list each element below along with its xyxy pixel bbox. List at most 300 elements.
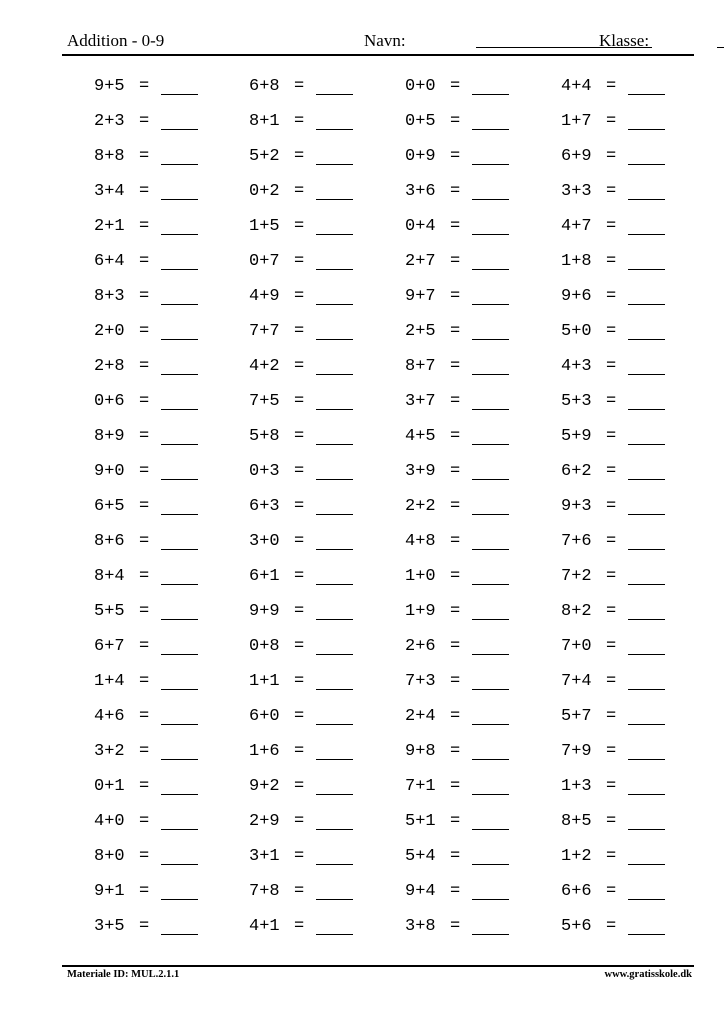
problem-item — [94, 670, 150, 694]
problem-expression: 0+0 — [405, 77, 436, 96]
equals-sign: = — [606, 497, 617, 516]
equals-sign: = — [139, 567, 150, 586]
equals-sign: = — [139, 182, 150, 201]
problem-expression: 8+1 — [249, 112, 280, 131]
problem-item — [561, 215, 617, 239]
equals-sign: = — [139, 777, 150, 796]
answer-blank[interactable] — [316, 339, 353, 340]
problem-expression: 0+8 — [249, 637, 280, 656]
answer-blank[interactable] — [161, 689, 198, 690]
problem-expression: 9+3 — [561, 497, 592, 516]
answer-blank[interactable] — [161, 234, 198, 235]
problem-item — [405, 145, 461, 169]
problem-expression: 8+8 — [94, 147, 125, 166]
equals-sign: = — [606, 532, 617, 551]
answer-blank[interactable] — [628, 234, 665, 235]
website-link[interactable]: www.gratisskole.dk — [604, 969, 692, 980]
answer-blank[interactable] — [316, 444, 353, 445]
problem-item — [94, 530, 150, 554]
equals-sign: = — [294, 322, 305, 341]
answer-blank[interactable] — [628, 689, 665, 690]
answer-blank[interactable] — [161, 794, 198, 795]
problem-item — [94, 915, 150, 939]
problem-expression: 7+3 — [405, 672, 436, 691]
problem-expression: 9+6 — [561, 287, 592, 306]
answer-blank[interactable] — [161, 514, 198, 515]
problem-expression: 8+5 — [561, 812, 592, 831]
answer-blank[interactable] — [472, 584, 509, 585]
problem-expression: 0+2 — [249, 182, 280, 201]
problem-expression: 9+0 — [94, 462, 125, 481]
problem-item — [405, 635, 461, 659]
problem-item — [249, 180, 305, 204]
equals-sign: = — [606, 392, 617, 411]
answer-blank[interactable] — [472, 129, 509, 130]
answer-blank[interactable] — [316, 899, 353, 900]
answer-blank[interactable] — [628, 619, 665, 620]
answer-blank[interactable] — [316, 409, 353, 410]
problem-expression: 5+4 — [405, 847, 436, 866]
equals-sign: = — [294, 182, 305, 201]
equals-sign: = — [139, 427, 150, 446]
problem-expression: 2+8 — [94, 357, 125, 376]
equals-sign: = — [606, 287, 617, 306]
answer-blank[interactable] — [316, 374, 353, 375]
problem-item — [249, 915, 305, 939]
answer-blank[interactable] — [628, 864, 665, 865]
answer-blank[interactable] — [472, 479, 509, 480]
answer-blank[interactable] — [316, 234, 353, 235]
problem-item — [249, 145, 305, 169]
answer-blank[interactable] — [628, 514, 665, 515]
problem-expression: 7+2 — [561, 567, 592, 586]
problem-expression: 6+1 — [249, 567, 280, 586]
equals-sign: = — [294, 567, 305, 586]
problem-item — [561, 180, 617, 204]
footer-divider — [62, 965, 694, 967]
problem-item — [561, 740, 617, 764]
problem-expression: 7+6 — [561, 532, 592, 551]
answer-blank[interactable] — [472, 689, 509, 690]
problem-item — [249, 600, 305, 624]
problem-item — [94, 75, 150, 99]
problem-item — [405, 775, 461, 799]
problem-expression: 4+1 — [249, 917, 280, 936]
equals-sign: = — [294, 882, 305, 901]
problem-item — [249, 390, 305, 414]
problem-expression: 1+9 — [405, 602, 436, 621]
equals-sign: = — [139, 287, 150, 306]
problem-item — [561, 775, 617, 799]
equals-sign: = — [294, 672, 305, 691]
equals-sign: = — [606, 462, 617, 481]
problem-item — [561, 355, 617, 379]
answer-blank[interactable] — [161, 479, 198, 480]
equals-sign: = — [450, 602, 461, 621]
problem-expression: 5+0 — [561, 322, 592, 341]
problem-item — [249, 670, 305, 694]
problem-item — [405, 390, 461, 414]
problem-expression: 9+2 — [249, 777, 280, 796]
problem-item — [405, 460, 461, 484]
answer-blank[interactable] — [628, 164, 665, 165]
problem-item — [249, 110, 305, 134]
problem-item — [94, 425, 150, 449]
problem-item — [249, 320, 305, 344]
problem-item — [249, 495, 305, 519]
answer-blank[interactable] — [628, 549, 665, 550]
answer-blank[interactable] — [161, 934, 198, 935]
problem-expression: 3+3 — [561, 182, 592, 201]
problem-expression: 7+4 — [561, 672, 592, 691]
equals-sign: = — [606, 567, 617, 586]
answer-blank[interactable] — [472, 304, 509, 305]
answer-blank[interactable] — [161, 549, 198, 550]
equals-sign: = — [606, 322, 617, 341]
problem-item — [405, 670, 461, 694]
problem-expression: 2+4 — [405, 707, 436, 726]
answer-blank[interactable] — [316, 619, 353, 620]
answer-blank[interactable] — [316, 829, 353, 830]
equals-sign: = — [450, 497, 461, 516]
problem-item — [249, 250, 305, 274]
answer-blank[interactable] — [161, 864, 198, 865]
problem-item — [405, 75, 461, 99]
equals-sign: = — [450, 427, 461, 446]
problem-item — [405, 355, 461, 379]
problem-expression: 8+2 — [561, 602, 592, 621]
problem-item — [561, 880, 617, 904]
equals-sign: = — [450, 882, 461, 901]
equals-sign: = — [294, 357, 305, 376]
problem-item — [561, 705, 617, 729]
problem-expression: 4+4 — [561, 77, 592, 96]
answer-blank[interactable] — [472, 864, 509, 865]
answer-blank[interactable] — [161, 829, 198, 830]
answer-blank[interactable] — [161, 444, 198, 445]
class-blank[interactable] — [717, 47, 724, 48]
answer-blank[interactable] — [628, 584, 665, 585]
equals-sign: = — [450, 672, 461, 691]
answer-blank[interactable] — [316, 164, 353, 165]
answer-blank[interactable] — [316, 934, 353, 935]
equals-sign: = — [450, 462, 461, 481]
equals-sign: = — [294, 847, 305, 866]
problem-expression: 1+0 — [405, 567, 436, 586]
answer-blank[interactable] — [472, 794, 509, 795]
problem-item — [94, 285, 150, 309]
problem-expression: 5+3 — [561, 392, 592, 411]
equals-sign: = — [450, 357, 461, 376]
problem-expression: 9+7 — [405, 287, 436, 306]
answer-blank[interactable] — [472, 934, 509, 935]
answer-blank[interactable] — [472, 374, 509, 375]
equals-sign: = — [606, 882, 617, 901]
problem-item — [249, 565, 305, 589]
answer-blank[interactable] — [161, 584, 198, 585]
answer-blank[interactable] — [628, 479, 665, 480]
answer-blank[interactable] — [472, 724, 509, 725]
answer-blank[interactable] — [161, 619, 198, 620]
answer-blank[interactable] — [316, 794, 353, 795]
problem-item — [405, 600, 461, 624]
problem-item — [249, 775, 305, 799]
problem-expression: 8+4 — [94, 567, 125, 586]
problem-expression: 2+6 — [405, 637, 436, 656]
answer-blank[interactable] — [628, 899, 665, 900]
equals-sign: = — [606, 917, 617, 936]
equals-sign: = — [450, 217, 461, 236]
answer-blank[interactable] — [472, 339, 509, 340]
problem-item — [249, 460, 305, 484]
equals-sign: = — [294, 917, 305, 936]
answer-blank[interactable] — [316, 724, 353, 725]
answer-blank[interactable] — [161, 654, 198, 655]
answer-blank[interactable] — [316, 479, 353, 480]
answer-blank[interactable] — [316, 304, 353, 305]
problem-expression: 0+9 — [405, 147, 436, 166]
problem-item — [94, 495, 150, 519]
answer-blank[interactable] — [628, 724, 665, 725]
problem-expression: 0+6 — [94, 392, 125, 411]
answer-blank[interactable] — [628, 269, 665, 270]
answer-blank[interactable] — [161, 129, 198, 130]
answer-blank[interactable] — [472, 94, 509, 95]
problem-expression: 7+7 — [249, 322, 280, 341]
answer-blank[interactable] — [472, 829, 509, 830]
equals-sign: = — [606, 847, 617, 866]
equals-sign: = — [606, 812, 617, 831]
equals-sign: = — [450, 182, 461, 201]
equals-sign: = — [450, 252, 461, 271]
problem-item — [561, 425, 617, 449]
answer-blank[interactable] — [628, 829, 665, 830]
answer-blank[interactable] — [161, 409, 198, 410]
equals-sign: = — [450, 812, 461, 831]
answer-blank[interactable] — [472, 759, 509, 760]
problem-item — [94, 215, 150, 239]
answer-blank[interactable] — [316, 864, 353, 865]
answer-blank[interactable] — [316, 654, 353, 655]
problem-item — [94, 355, 150, 379]
answer-blank[interactable] — [628, 94, 665, 95]
equals-sign: = — [450, 567, 461, 586]
problem-item — [94, 250, 150, 274]
problem-item — [94, 565, 150, 589]
answer-blank[interactable] — [628, 129, 665, 130]
answer-blank[interactable] — [628, 759, 665, 760]
answer-blank[interactable] — [472, 164, 509, 165]
equals-sign: = — [450, 917, 461, 936]
equals-sign: = — [139, 707, 150, 726]
answer-blank[interactable] — [628, 654, 665, 655]
problem-expression: 7+9 — [561, 742, 592, 761]
problem-expression: 5+9 — [561, 427, 592, 446]
equals-sign: = — [139, 77, 150, 96]
answer-blank[interactable] — [161, 94, 198, 95]
answer-blank[interactable] — [472, 409, 509, 410]
problem-item — [249, 215, 305, 239]
answer-blank[interactable] — [161, 164, 198, 165]
equals-sign: = — [139, 882, 150, 901]
equals-sign: = — [294, 742, 305, 761]
problem-expression: 4+6 — [94, 707, 125, 726]
problem-expression: 5+8 — [249, 427, 280, 446]
problem-item — [405, 740, 461, 764]
material-id: Materiale ID: MUL.2.1.1 — [67, 969, 180, 980]
equals-sign: = — [450, 287, 461, 306]
problem-expression: 3+9 — [405, 462, 436, 481]
equals-sign: = — [139, 147, 150, 166]
answer-blank[interactable] — [161, 199, 198, 200]
answer-blank[interactable] — [316, 199, 353, 200]
equals-sign: = — [450, 742, 461, 761]
problem-expression: 4+9 — [249, 287, 280, 306]
equals-sign: = — [450, 777, 461, 796]
problem-expression: 2+7 — [405, 252, 436, 271]
answer-blank[interactable] — [316, 129, 353, 130]
equals-sign: = — [139, 812, 150, 831]
answer-blank[interactable] — [316, 549, 353, 550]
answer-blank[interactable] — [316, 514, 353, 515]
problem-expression: 4+5 — [405, 427, 436, 446]
problem-expression: 6+7 — [94, 637, 125, 656]
equals-sign: = — [606, 112, 617, 131]
problem-item — [94, 810, 150, 834]
equals-sign: = — [294, 392, 305, 411]
answer-blank[interactable] — [472, 549, 509, 550]
answer-blank[interactable] — [472, 654, 509, 655]
problem-item — [405, 915, 461, 939]
equals-sign: = — [450, 77, 461, 96]
problem-item — [249, 285, 305, 309]
problem-item — [561, 460, 617, 484]
equals-sign: = — [294, 602, 305, 621]
equals-sign: = — [294, 707, 305, 726]
equals-sign: = — [139, 917, 150, 936]
problem-expression: 6+3 — [249, 497, 280, 516]
equals-sign: = — [606, 427, 617, 446]
answer-blank[interactable] — [161, 304, 198, 305]
equals-sign: = — [139, 112, 150, 131]
equals-sign: = — [606, 777, 617, 796]
equals-sign: = — [294, 637, 305, 656]
answer-blank[interactable] — [316, 689, 353, 690]
equals-sign: = — [606, 672, 617, 691]
problem-expression: 3+5 — [94, 917, 125, 936]
problem-item — [561, 110, 617, 134]
equals-sign: = — [450, 532, 461, 551]
answer-blank[interactable] — [472, 514, 509, 515]
answer-blank[interactable] — [472, 199, 509, 200]
problem-expression: 7+0 — [561, 637, 592, 656]
equals-sign: = — [139, 672, 150, 691]
equals-sign: = — [294, 532, 305, 551]
problem-item — [405, 180, 461, 204]
answer-blank[interactable] — [628, 934, 665, 935]
problem-item — [405, 110, 461, 134]
problem-item — [94, 110, 150, 134]
answer-blank[interactable] — [161, 899, 198, 900]
answer-blank[interactable] — [628, 409, 665, 410]
answer-blank[interactable] — [316, 94, 353, 95]
answer-blank[interactable] — [316, 269, 353, 270]
problem-expression: 1+2 — [561, 847, 592, 866]
problem-item — [249, 355, 305, 379]
answer-blank[interactable] — [161, 374, 198, 375]
answer-blank[interactable] — [472, 269, 509, 270]
problem-item — [405, 320, 461, 344]
equals-sign: = — [606, 707, 617, 726]
problem-item — [249, 75, 305, 99]
answer-blank[interactable] — [628, 794, 665, 795]
answer-blank[interactable] — [316, 584, 353, 585]
problem-expression: 4+7 — [561, 217, 592, 236]
answer-blank[interactable] — [472, 444, 509, 445]
problem-item — [405, 565, 461, 589]
problem-expression: 9+5 — [94, 77, 125, 96]
equals-sign: = — [450, 847, 461, 866]
equals-sign: = — [294, 497, 305, 516]
problem-expression: 5+6 — [561, 917, 592, 936]
answer-blank[interactable] — [628, 199, 665, 200]
equals-sign: = — [139, 462, 150, 481]
answer-blank[interactable] — [316, 759, 353, 760]
problem-item — [561, 390, 617, 414]
answer-blank[interactable] — [472, 619, 509, 620]
answer-blank[interactable] — [161, 339, 198, 340]
problem-expression: 9+1 — [94, 882, 125, 901]
problem-expression: 3+2 — [94, 742, 125, 761]
answer-blank[interactable] — [161, 759, 198, 760]
equals-sign: = — [606, 77, 617, 96]
problem-item — [249, 530, 305, 554]
problem-expression: 7+5 — [249, 392, 280, 411]
answer-blank[interactable] — [628, 374, 665, 375]
problem-expression: 0+5 — [405, 112, 436, 131]
problem-item — [249, 810, 305, 834]
problem-item — [249, 425, 305, 449]
problem-expression: 8+3 — [94, 287, 125, 306]
problem-expression: 6+9 — [561, 147, 592, 166]
answer-blank[interactable] — [472, 234, 509, 235]
equals-sign: = — [139, 847, 150, 866]
equals-sign: = — [294, 217, 305, 236]
problem-item — [561, 915, 617, 939]
problem-expression: 5+7 — [561, 707, 592, 726]
answer-blank[interactable] — [161, 269, 198, 270]
answer-blank[interactable] — [628, 339, 665, 340]
problem-expression: 1+1 — [249, 672, 280, 691]
answer-blank[interactable] — [628, 444, 665, 445]
answer-blank[interactable] — [161, 724, 198, 725]
problem-item — [249, 635, 305, 659]
problem-expression: 9+8 — [405, 742, 436, 761]
equals-sign: = — [606, 357, 617, 376]
answer-blank[interactable] — [628, 304, 665, 305]
problem-expression: 9+4 — [405, 882, 436, 901]
problem-expression: 0+3 — [249, 462, 280, 481]
problem-item — [561, 810, 617, 834]
equals-sign: = — [294, 812, 305, 831]
class-label: Klasse: — [599, 31, 650, 50]
problem-item — [561, 75, 617, 99]
answer-blank[interactable] — [472, 899, 509, 900]
equals-sign: = — [450, 637, 461, 656]
equals-sign: = — [139, 252, 150, 271]
problem-expression: 3+7 — [405, 392, 436, 411]
problem-expression: 6+0 — [249, 707, 280, 726]
